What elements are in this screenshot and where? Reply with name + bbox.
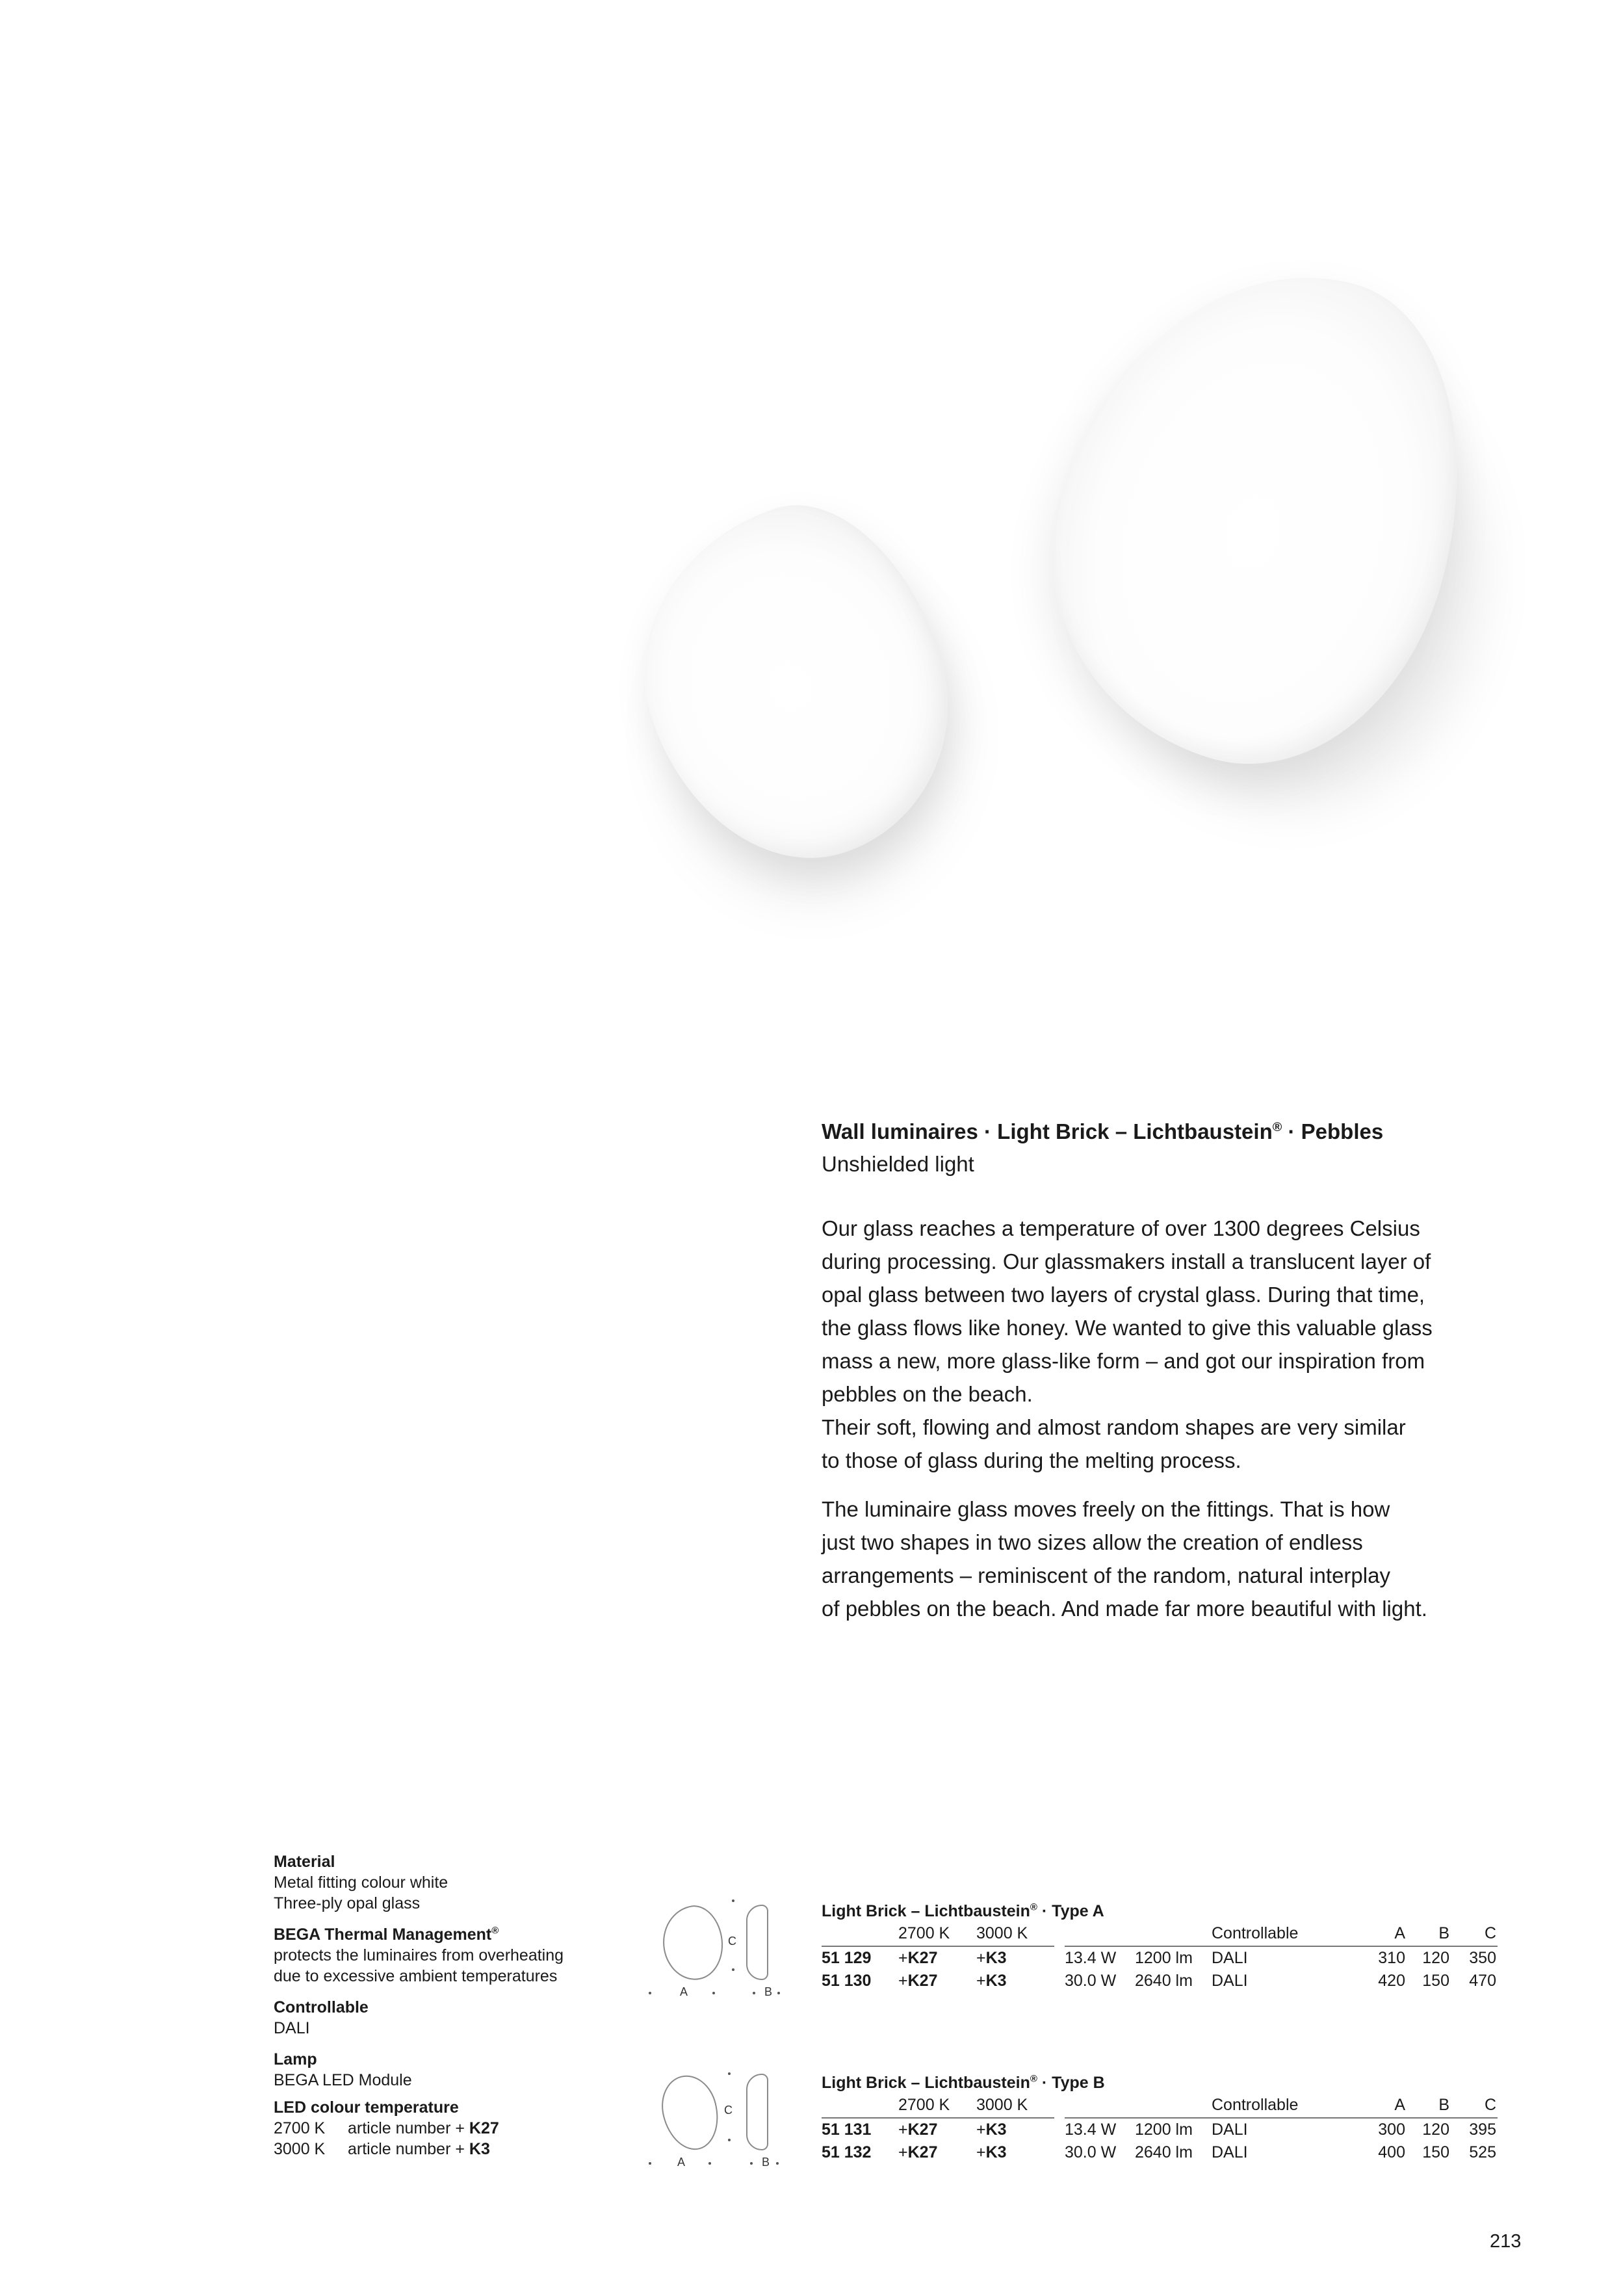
table-row: [822, 2143, 1498, 2166]
product-table-type-b: [822, 2074, 1498, 2166]
spec-value: due to excessive ambient temperatures: [274, 1967, 558, 1985]
table-row: [822, 2120, 1498, 2143]
temp-row: 3000 K article number + K3: [274, 2140, 490, 2158]
header-rule: [822, 1946, 1054, 1947]
spec-material: [274, 1851, 612, 1914]
diagram-label-b: B: [764, 1985, 773, 1998]
header-rule: [822, 2117, 1054, 2119]
diagram-label-b: B: [762, 2156, 770, 2169]
diagram-label-c: C: [724, 2104, 733, 2117]
option-k27: +K27: [898, 2143, 938, 2161]
spec-label: Material: [274, 1853, 335, 1871]
header-3000k: 3000 K: [976, 2096, 1028, 2114]
header-2700k: 2700 K: [898, 1924, 950, 1942]
text-line: pebbles on the beach.: [822, 1382, 1033, 1406]
dimension-diagram-type-b: [643, 2062, 793, 2174]
dimension-dot: [750, 2162, 753, 2165]
dimension-dot: [732, 1899, 734, 1902]
dim-c: 525: [1469, 2143, 1496, 2161]
text-line: Their soft, flowing and almost random shapes are very similar: [822, 1415, 1406, 1439]
spec-value: protects the luminaires from overheating: [274, 1946, 564, 1964]
dimension-diagram-type-a: [643, 1893, 793, 2005]
table-row: [822, 1972, 1498, 1994]
lumen: 2640 lm: [1135, 1972, 1193, 1990]
article-number: 51 130: [822, 1972, 872, 1990]
dim-c: 350: [1469, 1949, 1496, 1967]
dimension-dot: [712, 1992, 715, 1994]
diagram-side-view: [746, 2074, 768, 2150]
wattage: 13.4 W: [1065, 1949, 1117, 1967]
dim-b: 120: [1422, 2120, 1449, 2139]
control: DALI: [1212, 1972, 1248, 1990]
dim-b: 150: [1422, 2143, 1449, 2161]
text-line: Our glass reaches a temperature of over 1300 degrees Celsius: [822, 1216, 1420, 1240]
description-paragraph-2: [822, 1493, 1511, 1625]
header-rule: [1065, 2117, 1498, 2119]
dim-b: 120: [1422, 1949, 1449, 1967]
table-row: [822, 1949, 1498, 1972]
article-number: 51 132: [822, 2143, 872, 2161]
text-line: during processing. Our glassmakers install a translucent layer of: [822, 1249, 1431, 1273]
table-header-row: [822, 2096, 1498, 2120]
temp-row: 2700 K article number + K27: [274, 2119, 499, 2137]
control: DALI: [1212, 2143, 1248, 2161]
dimension-dot: [776, 2162, 779, 2165]
diagram-label-a: A: [680, 1985, 688, 1998]
header-a: A: [1394, 1924, 1405, 1942]
wattage: 13.4 W: [1065, 2120, 1117, 2139]
dimension-dot: [728, 2072, 731, 2075]
table-title: Light Brick – Lichtbaustein® · Type A: [822, 1901, 1104, 1920]
diagram-label-c: C: [728, 1935, 736, 1948]
option-k3: +K3: [976, 1949, 1007, 1967]
table-header-row: [822, 1924, 1498, 1949]
spec-label: Lamp: [274, 2050, 317, 2068]
text-line: arrangements – reminiscent of the random, natural interplay: [822, 1563, 1390, 1587]
page-subtitle: Unshielded light: [822, 1152, 974, 1176]
header-c: C: [1484, 2096, 1496, 2114]
lumen: 2640 lm: [1135, 2143, 1193, 2161]
text-line: The luminaire glass moves freely on the fittings. That is how: [822, 1497, 1390, 1521]
lumen: 1200 lm: [1135, 1949, 1193, 1967]
dimension-dot: [753, 1992, 755, 1994]
option-k3: +K3: [976, 1972, 1007, 1990]
spec-label: LED colour temperature: [274, 2098, 459, 2117]
dim-a: 310: [1378, 1949, 1405, 1967]
dimension-dot: [728, 2139, 731, 2141]
header-c: C: [1484, 1924, 1496, 1942]
description-paragraph-1: [822, 1212, 1511, 1477]
header-rule: [1065, 1946, 1498, 1947]
dimension-dot: [732, 1968, 734, 1971]
wattage: 30.0 W: [1065, 1972, 1117, 1990]
product-table-type-a: [822, 1902, 1498, 1994]
dim-a: 420: [1378, 1972, 1405, 1990]
text-line: just two shapes in two sizes allow the creation of endless: [822, 1530, 1363, 1554]
text-line: to those of glass during the melting process.: [822, 1448, 1241, 1472]
option-k27: +K27: [898, 1949, 938, 1967]
page-title: Wall luminaires · Light Brick – Lichtbaustein® · Pebbles: [822, 1119, 1384, 1143]
wattage: 30.0 W: [1065, 2143, 1117, 2161]
spec-value: Three-ply opal glass: [274, 1894, 421, 1912]
text-line: opal glass between two layers of crystal glass. During that time,: [822, 1283, 1425, 1307]
header-2700k: 2700 K: [898, 2096, 950, 2114]
dim-a: 300: [1378, 2120, 1405, 2139]
spec-value: BEGA LED Module: [274, 2071, 412, 2089]
page-number: 213: [1490, 2231, 1522, 2252]
control: DALI: [1212, 1949, 1248, 1967]
control: DALI: [1212, 2120, 1248, 2139]
text-line: the glass flows like honey. We wanted to give this valuable glass: [822, 1316, 1433, 1340]
header-3000k: 3000 K: [976, 1924, 1028, 1942]
spec-lamp: [274, 2049, 612, 2091]
spec-controllable: [274, 1997, 612, 2039]
dimension-dot: [708, 2162, 711, 2165]
spec-value: Metal fitting colour white: [274, 1873, 448, 1892]
spec-block: [274, 1851, 612, 2170]
dim-c: 470: [1469, 1972, 1496, 1990]
diagram-label-a: A: [677, 2156, 686, 2169]
diagram-front-view: [657, 1901, 729, 1985]
text-line: mass a new, more glass-like form – and got our inspiration from: [822, 1349, 1425, 1373]
option-k3: +K3: [976, 2120, 1007, 2139]
spec-thermal: [274, 1924, 612, 1987]
spec-label: Controllable: [274, 1998, 369, 2016]
header-a: A: [1394, 2096, 1405, 2114]
dim-c: 395: [1469, 2120, 1496, 2139]
dimension-dot: [649, 2162, 651, 2165]
spec-value: DALI: [274, 2019, 310, 2037]
table-title: Light Brick – Lichtbaustein® · Type B: [822, 2073, 1105, 2092]
article-number: 51 131: [822, 2120, 872, 2139]
diagram-side-view: [746, 1905, 768, 1980]
pebble-luminaire-small: [602, 474, 989, 896]
option-k3: +K3: [976, 2143, 1007, 2161]
lumen: 1200 lm: [1135, 2120, 1193, 2139]
diagram-front-view: [655, 2070, 726, 2156]
text-line: of pebbles on the beach. And made far more beautiful with light.: [822, 1597, 1427, 1621]
option-k27: +K27: [898, 1972, 938, 1990]
header-b: B: [1438, 1924, 1449, 1942]
header-controllable: Controllable: [1212, 1924, 1299, 1942]
dim-b: 150: [1422, 1972, 1449, 1990]
dimension-dot: [649, 1992, 651, 1994]
option-k27: +K27: [898, 2120, 938, 2139]
header-controllable: Controllable: [1212, 2096, 1299, 2114]
dim-a: 400: [1378, 2143, 1405, 2161]
article-number: 51 129: [822, 1949, 872, 1967]
header-b: B: [1438, 2096, 1449, 2114]
dimension-dot: [777, 1992, 780, 1994]
spec-label: BEGA Thermal Management®: [274, 1925, 499, 1944]
spec-led-temperature: [274, 2097, 612, 2159]
